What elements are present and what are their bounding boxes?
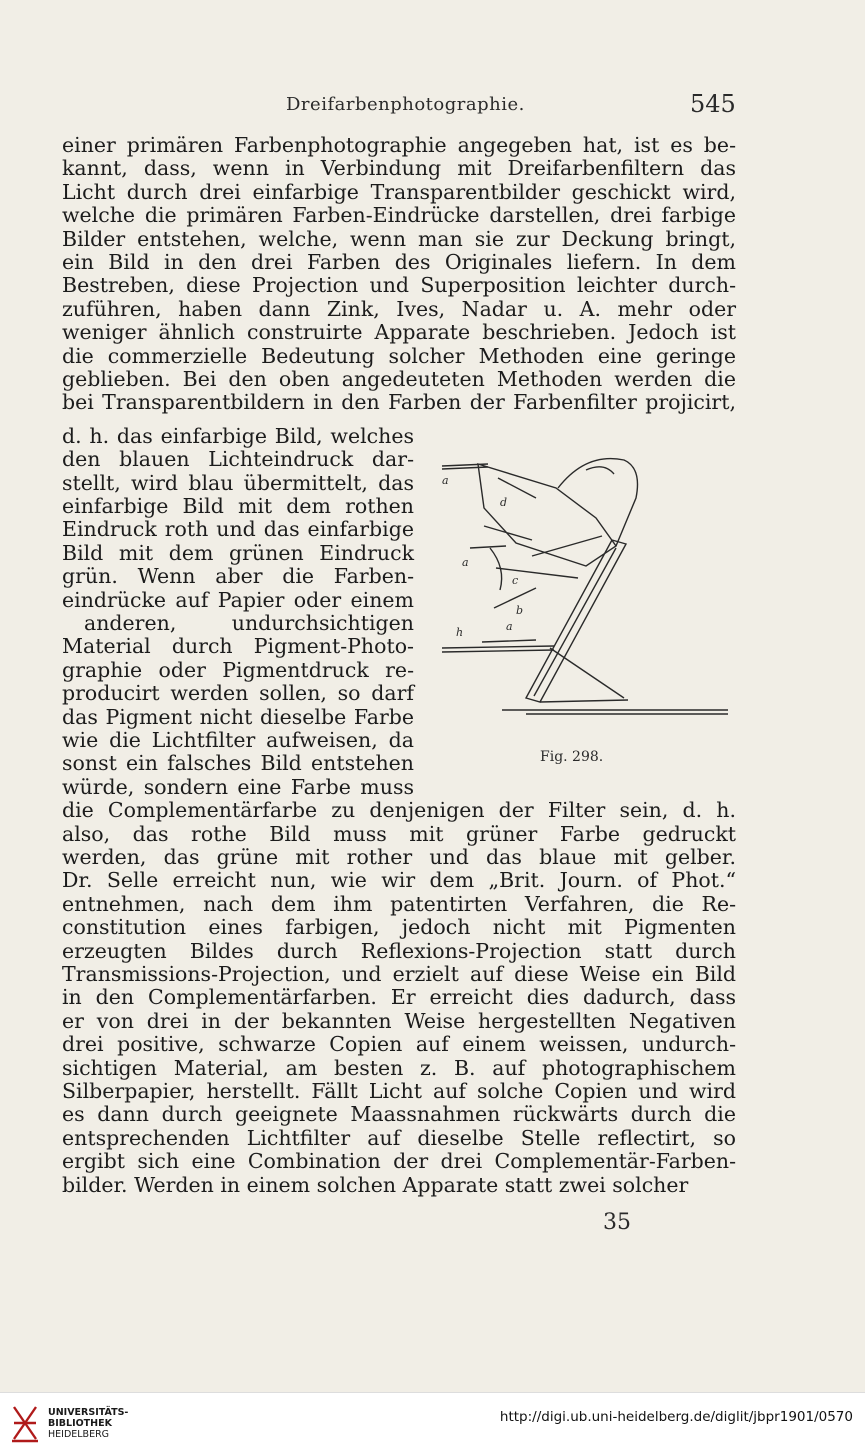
figure-label-d: d <box>500 496 508 509</box>
text-line: Material durch Pigment-Photo- <box>62 634 414 659</box>
library-line-1: UNIVERSITÄTS- <box>48 1407 129 1418</box>
text-line: die Complementärfarbe zu denjenigen der Filter sein, d. h. <box>62 798 736 823</box>
text-line: stellt, wird blau übermittelt, das <box>62 470 414 495</box>
text-line: die commerzielle Bedeutung solcher Methoden eine geringe <box>62 343 736 368</box>
apparatus-figure <box>436 448 736 726</box>
page-number: 545 <box>690 90 736 118</box>
figure-support-hatch <box>534 548 616 696</box>
text-line: das Pigment nicht dieselbe Farbe <box>62 704 414 729</box>
figure-table-rail <box>482 640 536 642</box>
text-line: graphie oder Pigmentdruck re- <box>62 657 414 682</box>
library-logo-icon <box>8 1401 42 1445</box>
text-line: er von drei in der bekannten Weise hergestellten Negativen <box>62 1008 736 1033</box>
text-line: sonst ein falsches Bild entstehen <box>62 751 414 776</box>
figure-label-b: b <box>516 604 524 617</box>
viewer-footer <box>0 1392 865 1455</box>
figure-label-a-mid: a <box>462 556 469 569</box>
text-line: anderen, undurchsichtigen <box>84 611 414 635</box>
text-line: erzeugten Bildes durch Reflexions-Projection statt durch <box>62 938 736 963</box>
figure-plate-mid <box>484 526 532 540</box>
figure-camera-box <box>478 464 616 566</box>
figure-caption: Fig. 298. <box>540 749 604 765</box>
text-line: den blauen Lichteindruck dar- <box>62 447 414 472</box>
running-header <box>0 92 865 122</box>
text-line: kannt, dass, wenn in Verbindung mit Dreifarbenfiltern das <box>62 156 736 181</box>
text-line: einer primären Farbenphotographie angegeben hat, ist es be- <box>62 133 736 157</box>
text-line: ein Bild in den drei Farben des Originales liefern. In dem <box>62 250 736 274</box>
text-line: zuführen, haben dann Zink, Ives, Nadar u. A. mehr oder <box>62 296 736 321</box>
text-line: also, das rothe Bild muss mit grüner Farbe gedruckt <box>62 821 736 846</box>
text-line: geblieben. Bei den oben angedeuteten Methoden werden die <box>62 367 736 391</box>
text-line: producirt werden sollen, so darf <box>62 681 414 706</box>
figure-table-top <box>442 646 554 648</box>
text-line: Licht durch drei einfarbige Transparentbilder geschickt wird, <box>62 179 736 204</box>
text-line: Dr. Selle erreicht nun, wie wir dem „Brit. Journ. of Phot.“ <box>62 868 736 893</box>
text-line: drei positive, schwarze Copien auf einem weissen, undurch- <box>62 1032 736 1057</box>
figure-side-rod <box>470 546 506 548</box>
figure-lamp-housing <box>558 459 638 546</box>
text-line: würde, sondern eine Farbe muss <box>62 774 414 799</box>
figure-top-rod-shadow <box>442 467 488 469</box>
text-line: grün. Wenn aber die Farben- <box>62 564 414 589</box>
figure-plate-d <box>498 478 536 498</box>
library-name <box>48 1407 128 1440</box>
text-line: weniger ähnlich construirte Apparate beschrieben. Jedoch ist <box>62 320 736 345</box>
figure-label-c: c <box>512 574 519 587</box>
figure-label-a-bottom: a <box>506 620 513 633</box>
figure-mirror <box>532 536 602 556</box>
text-line: Bilder entstehen, welche, wenn man sie zur Deckung bringt, <box>62 226 736 251</box>
text-line: werden, das grüne mit rother und das blaue mit gelber. <box>62 845 736 869</box>
text-line: bilder. Werden in einem solchen Apparate statt zwei solcher <box>62 1172 689 1197</box>
figure-label-a-top: a <box>442 474 449 487</box>
text-line: sichtigen Material, am besten z. B. auf photographischem <box>62 1055 736 1080</box>
text-line: entsprechenden Lichtfilter auf dieselbe Stelle reflectirt, so <box>62 1125 736 1150</box>
running-title: Dreifarbenphotographie. <box>286 94 525 115</box>
library-line-3: HEIDELBERG <box>48 1429 110 1440</box>
text-line: entnehmen, nach dem ihm patentirten Verfahren, die Re- <box>62 891 736 916</box>
text-line: einfarbige Bild mit dem rothen <box>62 494 414 518</box>
figure-foot <box>540 700 628 702</box>
text-line: Bild mit dem grünen Eindruck <box>62 540 414 565</box>
figure-label-h: h <box>456 626 464 639</box>
text-line: Silberpapier, herstellt. Fällt Licht auf solche Copien und wird <box>62 1079 736 1103</box>
text-line: welche die primären Farben-Eindrücke darstellen, drei farbige <box>62 203 736 228</box>
figure-plate-c <box>496 568 578 578</box>
figure-table-bottom <box>442 650 554 652</box>
text-line: Eindruck roth und das einfarbige <box>62 517 414 542</box>
figure-leg <box>550 648 624 698</box>
text-line: d. h. das einfarbige Bild, welches <box>62 423 414 448</box>
signature-mark: 35 <box>603 1210 631 1235</box>
text-line: Transmissions-Projection, und erzielt auf diese Weise ein Bild <box>62 962 736 986</box>
text-line: wie die Lichtfilter aufweisen, da <box>62 728 414 752</box>
text-line: ergibt sich eine Combination der drei Complementär-Farben- <box>62 1149 736 1174</box>
figure-plate-b <box>494 588 536 608</box>
permalink-url[interactable]: http://digi.ub.uni-heidelberg.de/diglit/jbpr1901/0570 <box>499 1409 853 1425</box>
text-line: es dann durch geeignete Maassnahmen rückwärts durch die <box>62 1102 736 1127</box>
text-line: Bestreben, diese Projection und Superposition leichter durch- <box>62 273 736 298</box>
text-line: constitution eines farbigen, jedoch nicht mit Pigmenten <box>62 915 736 940</box>
library-line-2: BIBLIOTHEK <box>48 1418 112 1429</box>
text-line: eindrücke auf Papier oder einem <box>62 587 414 612</box>
text-line: in den Complementärfarben. Er erreicht dies dadurch, dass <box>62 985 736 1010</box>
text-line: bei Transparentbildern in den Farben der Farbenfilter projicirt, <box>62 390 736 415</box>
figure-lamp-detail <box>586 467 614 474</box>
